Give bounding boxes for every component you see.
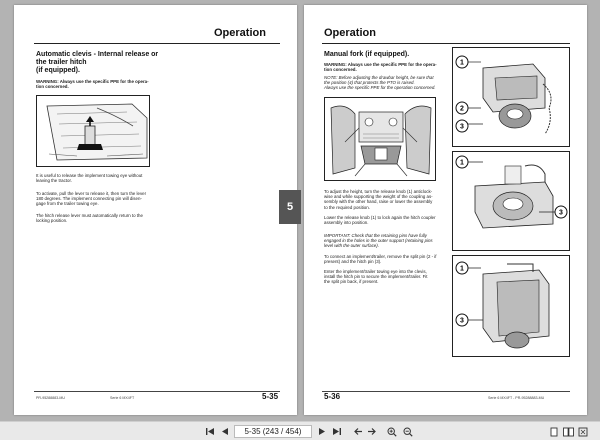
next-page-icon[interactable] (316, 426, 328, 437)
footer-rule (322, 391, 570, 392)
zoom-out-icon[interactable] (402, 426, 414, 437)
warning-text: WARNING: Always use the specific PPE for the opera- tion concerned. (324, 62, 437, 73)
release-lever-illustration (37, 96, 149, 166)
paragraph-2: To activate, pull the lever to release it, then turn the lever 180 degrees. The implement connecting pin will disen- gage from the trailer towing eye. (36, 191, 147, 207)
right-page (304, 5, 587, 415)
important-text: IMPORTANT: Check that the retaining pins have fully engaged in the holes in the outer support (retaining pins level with the outer surface). (324, 233, 433, 249)
clevis-illustration-2 (453, 152, 569, 250)
tractor-rear-figure (324, 97, 436, 181)
clevis-illustration-1 (453, 48, 569, 146)
callout-1: 1 (460, 59, 464, 67)
clevis-illustration-3 (453, 256, 569, 356)
footer-rule (34, 391, 280, 392)
single-page-icon[interactable] (548, 426, 560, 437)
section-tab: 5 (279, 190, 301, 224)
footer-code: PR-95288883-MU (36, 396, 65, 400)
callout-3: 3 (460, 317, 464, 325)
footer-series: Serie 6 MX4FT (110, 396, 135, 400)
left-page (14, 5, 297, 415)
page-number: 5-35 (262, 392, 279, 401)
paragraph-3: The hitch release lever must automatically return to the locking position. (36, 213, 143, 224)
section-title: Automatic clevis - Internal release or the trailer hitch (if equipped). (36, 51, 159, 74)
callout-2: 2 (460, 105, 464, 113)
zoom-in-icon[interactable] (386, 426, 398, 437)
page-number-field[interactable]: 5-35 (243 / 454) (234, 425, 312, 438)
release-lever-figure (36, 95, 150, 167)
fit-icon[interactable] (577, 426, 589, 437)
section-title: Manual fork (if equipped). (324, 51, 410, 58)
page-header: Operation (214, 27, 266, 39)
paragraph-3: To connect an implement/trailer, remove the split pin (2 - if present) and the hitch pin (3). (324, 254, 437, 265)
footer-series: Serie 6 MX4FT - PR-95288883-MU (488, 396, 545, 400)
header-rule (322, 43, 570, 44)
prev-page-icon[interactable] (219, 426, 231, 437)
paragraph-2: Lower the release knob (1) to lock again the hitch coupler assembly into position. (324, 215, 436, 226)
forward-icon[interactable] (366, 426, 378, 437)
paragraph-1: It is useful to release the implement towing eye without leaving the tractor. (36, 173, 143, 184)
callout-1: 1 (460, 159, 464, 167)
note-text: NOTE: Before adjusting the drawbar height, be sure that the position (4) that protects the PTO is raised. Always use the specific PPE for the operation concerned. (324, 75, 436, 91)
paragraph-1: To adjust the height, turn the release knob (1) anticlock- wise and while supporting the weight of the coupling as- sembly with the other hand, raise or lower the assembly to the required position. (324, 189, 433, 210)
paragraph-4: Enter the implement/trailer towing eye into the clevis, install the hitch pin to secure the implement/trailer. Fit the split pin back, if present. (324, 269, 428, 285)
viewer-toolbar (0, 421, 600, 440)
two-page-icon[interactable] (562, 426, 574, 437)
header-rule (34, 43, 280, 44)
clevis-figure-1 (452, 47, 570, 147)
callout-3: 3 (460, 123, 464, 131)
back-icon[interactable] (352, 426, 364, 437)
warning-text: WARNING: Always use the specific PPE for the opera- tion concerned. (36, 79, 149, 90)
tractor-rear-illustration (325, 98, 435, 180)
page-header: Operation (324, 27, 376, 39)
callout-1: 1 (460, 265, 464, 273)
clevis-figure-3 (452, 255, 570, 357)
clevis-figure-2 (452, 151, 570, 251)
page-number: 5-36 (324, 392, 341, 401)
callout-3: 3 (559, 209, 563, 217)
first-page-icon[interactable] (204, 426, 216, 437)
last-page-icon[interactable] (331, 426, 343, 437)
